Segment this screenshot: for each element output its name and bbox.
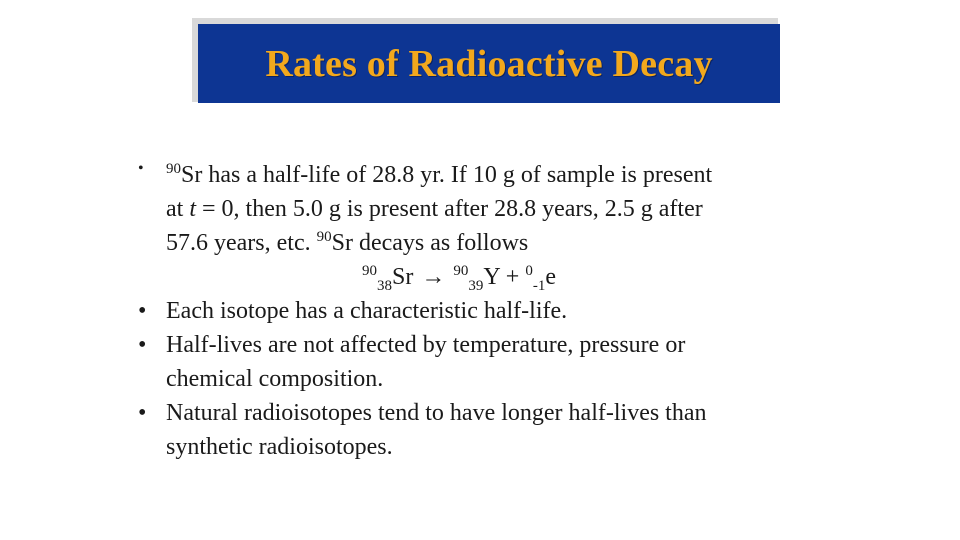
bullet-dot: • [138, 400, 147, 426]
bullet-text: = 0, then 5.0 g is present after 28.8 years, 2.5 g after [196, 196, 703, 222]
bullet-dot: • [138, 332, 147, 358]
decay-equation [166, 260, 832, 294]
sr-symbol: Sr [392, 264, 414, 290]
y-mass-number: 90 [453, 263, 469, 279]
bullet-text: chemical composition. [166, 366, 384, 392]
bullet-not-affected [132, 328, 832, 396]
electron-symbol: e [545, 264, 556, 290]
bullet-list [132, 158, 832, 464]
plus-sign: + [499, 264, 526, 290]
bullet-text: Half-lives are not affected by temperature, pressure or [166, 332, 686, 358]
bullet-natural-vs-synthetic [132, 396, 832, 464]
bullet-text: synthetic radioisotopes. [166, 434, 393, 460]
bullet-text: Each isotope has a characteristic half-life. [166, 298, 568, 324]
y-atomic-number: 39 [468, 278, 484, 294]
y-symbol: Y [483, 264, 500, 290]
sr-mass-number: 90 [362, 263, 377, 279]
sr-symbol: Sr [181, 162, 203, 188]
arrow-icon: → [421, 264, 446, 290]
electron-mass-number: 0 [525, 263, 533, 279]
bullet-text: Natural radioisotopes tend to have longer half-lives than [166, 400, 707, 426]
bullet-dot: • [138, 160, 144, 177]
electron-charge-number: -1 [532, 278, 546, 294]
bullet-text: 57.6 years, etc. [166, 230, 317, 256]
sr-atomic-number: 38 [377, 278, 392, 294]
bullet-text: has a half-life of 28.8 yr. If 10 g of sample is present [202, 162, 713, 188]
bullet-dot: • [138, 298, 147, 324]
bullet-sr-half-life [132, 158, 832, 294]
bullet-line [166, 158, 832, 192]
sr-mass-number: 90 [316, 229, 332, 245]
time-variable: t [189, 196, 196, 222]
bullet-text: at [166, 196, 190, 222]
bullet-line [166, 226, 832, 260]
title-banner [198, 24, 780, 103]
bullet-characteristic [132, 294, 832, 328]
bullet-text: Sr decays as follows [331, 230, 529, 256]
slide-title: Rates of Radioactive Decay [265, 42, 713, 85]
bullet-line [166, 192, 832, 226]
sr-mass-number: 90 [166, 161, 181, 177]
